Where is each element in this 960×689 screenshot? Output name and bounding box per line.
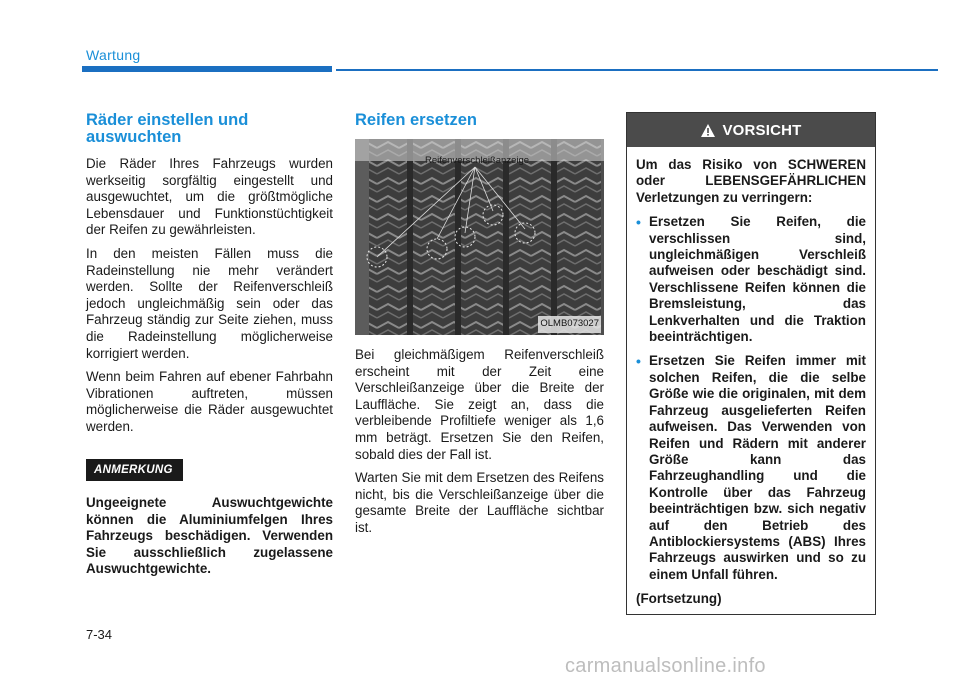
left-column: [86, 112, 333, 585]
caution-intro: Um das Risiko von SCHWEREN oder LEBENSGEFÄHRLICHEN Verletzungen zu verringern:: [636, 157, 866, 205]
caution-body: [627, 147, 875, 608]
warning-triangle-icon: [700, 123, 716, 138]
caution-header: [627, 113, 875, 147]
tire-wear-figure: [355, 139, 604, 335]
watermark: carmanualsonline.info: [565, 655, 766, 677]
paragraph: Die Räder Ihres Fahrzeugs wurden werkseitig sorgfältig eingestellt und ausgewuchtet, um die größtmögliche Lebensdauer und Funktionstüchtigkeit der Reifen zu gewährleisten.: [86, 156, 333, 238]
header-rule-thin: [336, 69, 938, 71]
caution-item: • Ersetzen Sie Reifen immer mit solchen Reifen, die die selbe Größe wie die originalen, mit dem Fahrzeug ausgelieferten Reifen aufweisen. Das Verwenden von Reifen und Rädern mit anderer Größe kann das Fahrzeughandling und die Kontrolle über das Fahrzeug beeinträchtigen bzw. sich negativ auf den Betrieb des Antiblockiersystems (ABS) Ihres Fahrzeugs auswirken und so zu einem Unfall führen.: [636, 353, 866, 583]
paragraph: In den meisten Fällen muss die Radeinstellung nie mehr verändert werden. Sollte der Reifenverschleiß jedoch ungleichmäßig sein oder das Fahrzeug ständig zur Seite ziehen, muss die Radeinstellung möglicherweise korrigiert werden.: [86, 245, 333, 361]
figure-caption: Reifenverschleißanzeige: [425, 155, 530, 166]
note-text: Ungeeignete Auswuchtgewichte können die Aluminiumfelgen Ihres Fahrzeugs beschädigen. Verwenden Sie ausschließlich zugelassene Auswuchtgewichte.: [86, 495, 333, 577]
section-label: Wartung: [86, 47, 141, 63]
header-rule-thick: [82, 66, 332, 72]
continued-label: (Fortsetzung): [636, 591, 722, 607]
caution-label: VORSICHT: [722, 121, 802, 139]
middle-column: [355, 112, 604, 544]
heading-tire-replacement: Reifen ersetzen: [355, 111, 477, 129]
paragraph: Bei gleichmäßigem Reifenverschleiß erscheint mit der Zeit eine Verschleißanzeige über die Breite der Lauffläche. Sie zeigt an, dass die verbleibende Profiltiefe weniger als 1,6 mm beträgt. Ersetzen Sie den Reifen, sobald dies der Fall ist.: [355, 347, 604, 462]
caution-box: [626, 112, 876, 615]
page-number: 7-34: [86, 627, 113, 642]
heading-wheel-alignment: Räder einstellen und auswuchten: [86, 111, 249, 146]
paragraph: Wenn beim Fahren auf ebener Fahrbahn Vibrationen auftreten, müssen möglicherweise die Räder ausgewuchtet werden.: [86, 369, 333, 434]
caution-list: [636, 214, 866, 583]
caution-item: • Ersetzen Sie Reifen, die verschlissen sind, ungleichmäßigen Verschleiß aufweisen oder beschädigt sind. Verschlissene Reifen können die Bremsleistung, das Lenkverhalten und die Traktion beeinträchtigen.: [636, 214, 866, 345]
paragraph: Warten Sie mit dem Ersetzen des Reifens nicht, bis die Verschleißanzeige über die gesamte Breite der Lauffläche sichtbar ist.: [355, 470, 604, 535]
figure-code: OLMB073027: [538, 316, 601, 333]
note-badge: ANMERKUNG: [86, 459, 183, 482]
